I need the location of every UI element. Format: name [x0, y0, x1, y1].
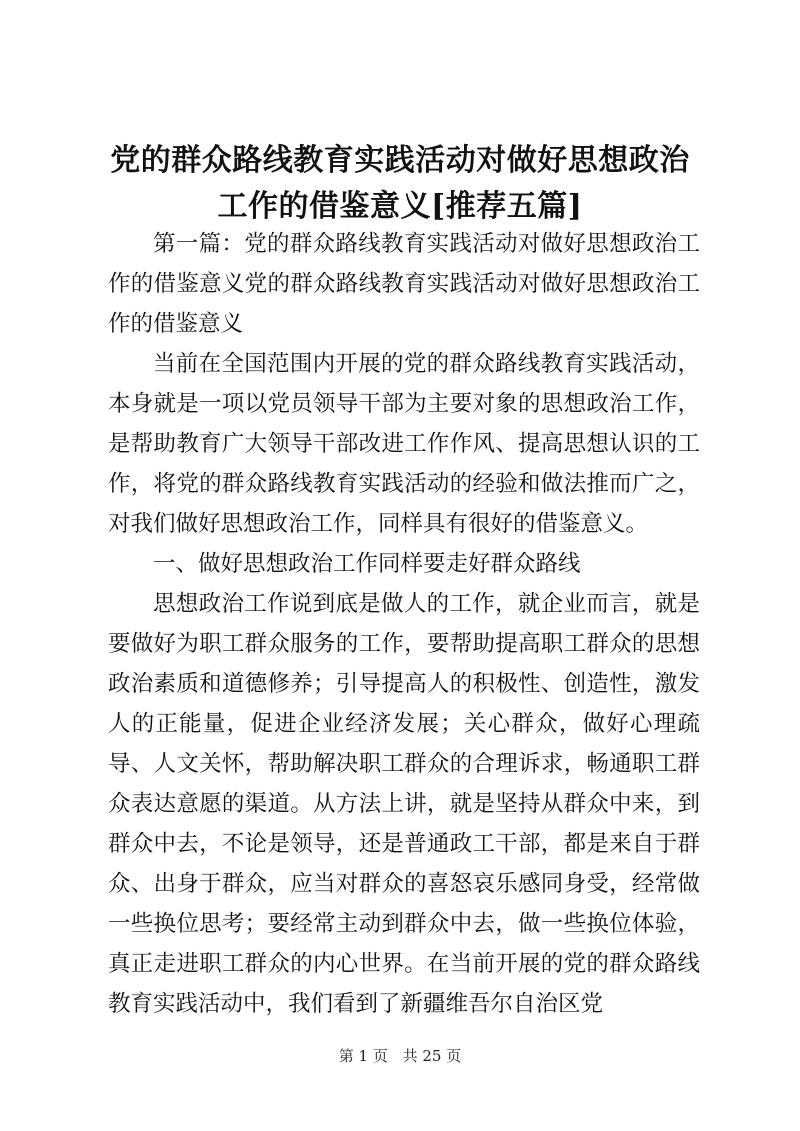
paragraph-background: 当前在全国范围内开展的党的群众路线教育实践活动，本身就是一项以党员领导干部为主要对象的思想政治工作，是帮助教育广大领导干部改进工作作风、提高思想认识的工作，将党的群众路线教育实践活动的经验和做法推而广之，对我们做好思想政治工作，同样具有很好的借鉴意义。: [108, 351, 700, 537]
page-footer: [0, 1045, 800, 1066]
page-total: 共 25 页: [402, 1047, 462, 1065]
document-title: 党的群众路线教育实践活动对做好思想政治工作的借鉴意义[推荐五篇]: [110, 143, 690, 224]
page-number: 第 1 页: [338, 1047, 388, 1065]
paragraph-intro: 第一篇：党的群众路线教育实践活动对做好思想政治工作的借鉴意义党的群众路线教育实践活动对做好思想政治工作的借鉴意义: [108, 231, 700, 337]
document-body: [108, 224, 700, 1024]
paragraph-section-one: 思想政治工作说到底是做人的工作，就企业而言，就是要做好为职工群众服务的工作，要帮助提高职工群众的思想政治素质和道德修养；引导提高人的积极性、创造性，激发人的正能量，促进企业经济发展；关心群众，做好心理疏导、人文关怀，帮助解决职工群众的合理诉求，畅通职工群众表达意愿的渠道。从方法上讲，就是坚持从群众中来，到群众中去，不论是领导，还是普通政工干部，都是来自于群众、出身于群众，应当对群众的喜怒哀乐感同身受，经常做一些换位思考；要经常主动到群众中去，做一些换位体验，真正走进职工群众的内心世界。在当前开展的党的群众路线教育实践活动中，我们看到了新疆维吾尔自治区党: [108, 591, 700, 1017]
section-heading: 一、做好思想政治工作同样要走好群众路线: [153, 551, 581, 577]
